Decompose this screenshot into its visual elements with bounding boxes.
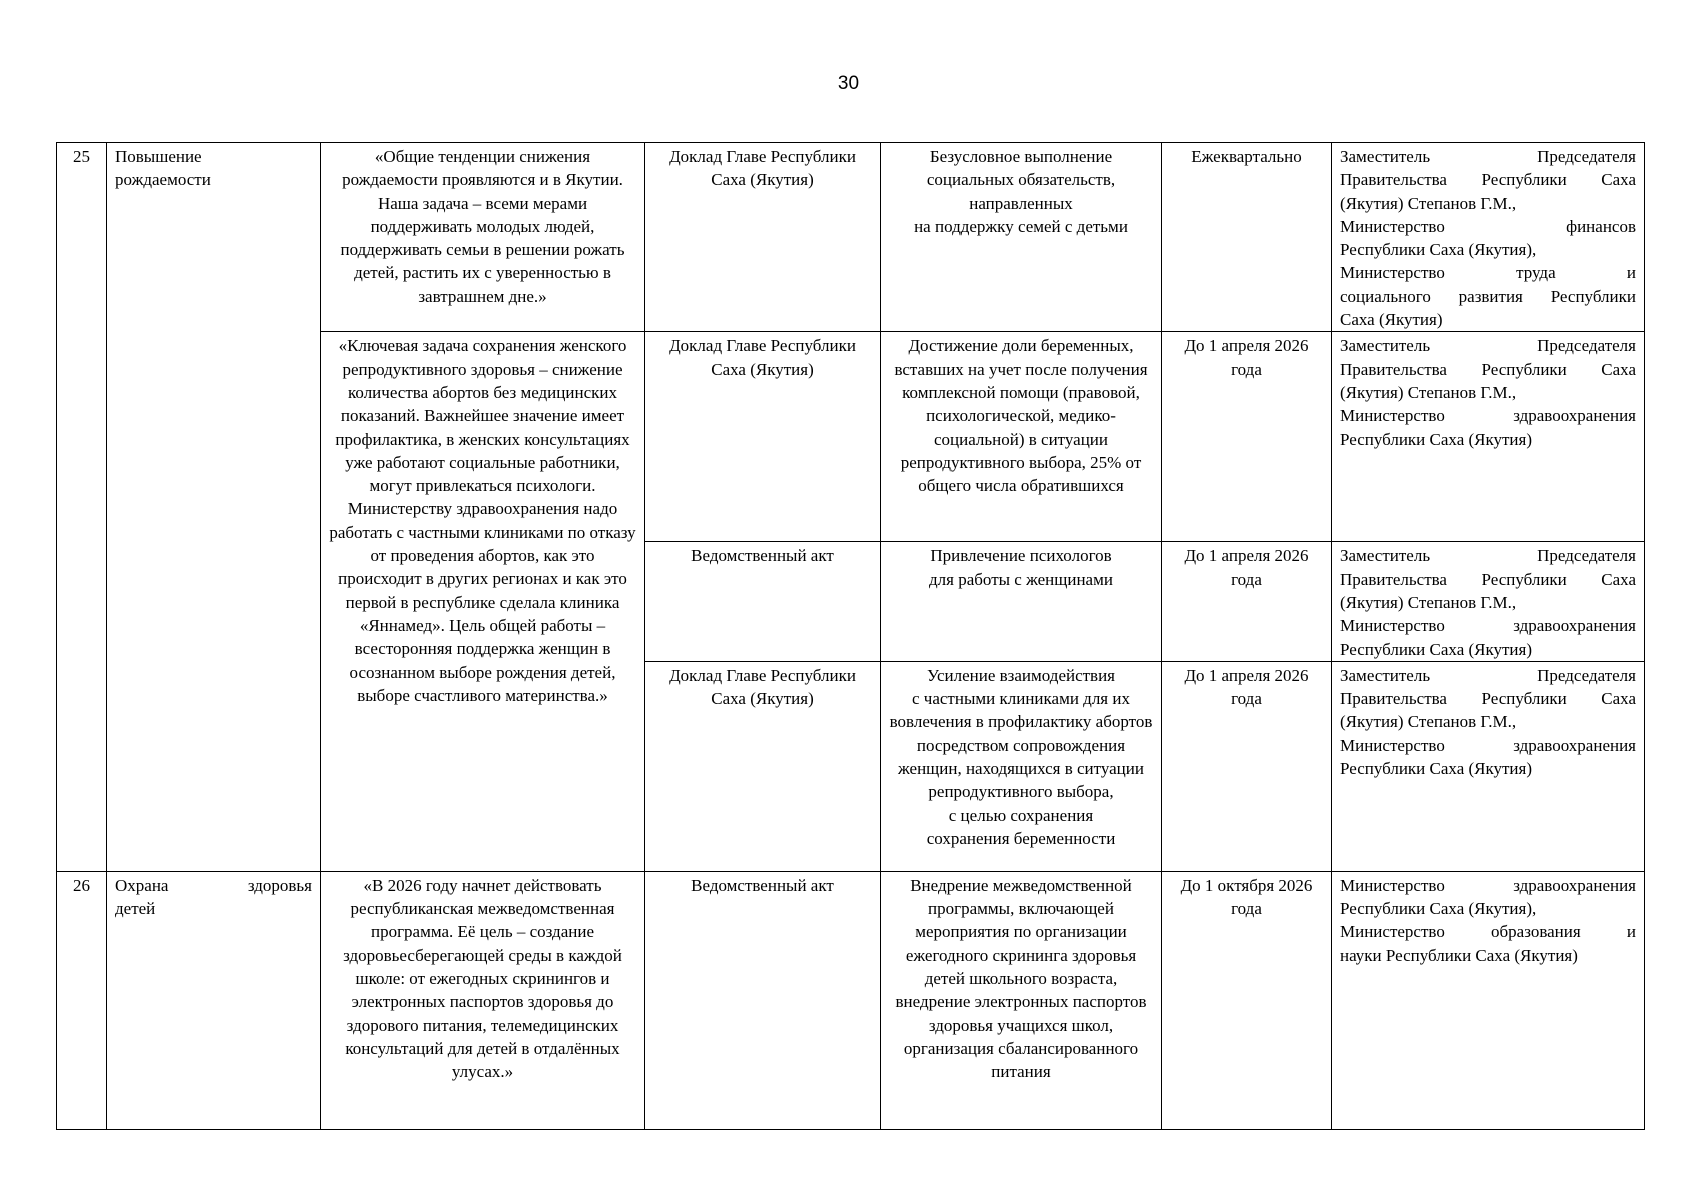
direction-line: рождаемости xyxy=(115,170,211,190)
result-cell xyxy=(881,661,1162,871)
responsible-cell xyxy=(1332,143,1645,332)
result-cell: Внедрение межведомственной программы, включающей мероприятия по организации ежегодного скрининга здоровья детей школьного возраста, внедрение электронных паспортов здоровья учащихся школ, организация сбалансированного питания xyxy=(881,871,1162,1129)
quote-cell: «Ключевая задача сохранения женского репродуктивного здоровья – снижение количества абортов без медицинских показаний. Важнейшее значение имеет профилактика, в женских консультациях уже работают социальные работники, могут привлекаться психологи. Министерству здравоохранения надо работать с частными клиниками по отказу от проведения абортов, как это происходит в других регионах и как это первой в республике сделала клиника «Яннамед». Цель общей работы – всесторонняя поддержка женщин в осознанном выборе рождения детей, выборе счастливого материнства.» xyxy=(321,332,645,871)
direction-line: Охрана здоровья xyxy=(115,875,312,895)
result-line: с целью сохранения xyxy=(948,805,1094,825)
form-cell: Ведомственный акт xyxy=(645,871,881,1129)
responsible-line: Саха (Якутия) xyxy=(1340,310,1443,330)
responsible-cell xyxy=(1332,542,1645,661)
result-line: Безусловное выполнение социальных обязательств, xyxy=(926,147,1116,190)
responsible-line: социального развития Республики xyxy=(1340,286,1636,306)
row-number: 25 xyxy=(57,143,107,872)
responsible-line: Заместитель Председателя xyxy=(1340,147,1636,166)
quote-cell: «Общие тенденции снижения рождаемости проявляются и в Якутии. Наша задача – всеми мерами поддерживать молодых людей, поддерживать семьи в решении рожать детей, растить их с уверенностью в завтрашнем дне.» xyxy=(321,143,645,332)
responsible-line: Министерство финансов xyxy=(1340,216,1636,236)
responsible-cell xyxy=(1332,661,1645,871)
form-cell: Доклад Главе Республики Саха (Якутия) xyxy=(645,332,881,542)
quote-cell: «В 2026 году начнет действовать республиканская межведомственная программа. Её цель – создание здоровьесберегающей среды в каждой школе: от ежегодных скринингов и электронных паспортов здоровья до здорового питания, телемедицинских консультаций для детей в отдалённых улусах.» xyxy=(321,871,645,1129)
result-line: Привлечение психологов xyxy=(930,546,1112,566)
result-line: на поддержку семей с детьми xyxy=(914,216,1128,236)
responsible-line: Министерство образования и xyxy=(1340,922,1636,942)
responsible-line: Заместитель Председателя xyxy=(1340,336,1636,356)
responsible-line: Республики Саха (Якутия) xyxy=(1340,429,1533,449)
term-cell: Ежеквартально xyxy=(1162,143,1332,332)
responsible-line: (Якутия) Степанов Г.М., xyxy=(1340,712,1517,732)
direction-line: детей xyxy=(115,899,156,919)
responsible-line: Заместитель Председателя xyxy=(1340,546,1636,566)
result-line: направленных xyxy=(969,193,1073,213)
form-cell: Доклад Главе Республики Саха (Якутия) xyxy=(645,661,881,871)
responsible-line: Министерство здравоохранения xyxy=(1340,406,1636,426)
responsible-cell xyxy=(1332,871,1645,1129)
action-plan-table xyxy=(56,142,1645,1130)
direction-line: Повышение xyxy=(115,147,202,166)
responsible-line: науки Республики Саха (Якутия) xyxy=(1340,945,1578,965)
responsible-line: (Якутия) Степанов Г.М., xyxy=(1340,193,1517,213)
responsible-line: Правительства Республики Саха xyxy=(1340,170,1636,190)
page-number: 30 xyxy=(837,73,860,94)
term-cell: До 1 октября 2026 года xyxy=(1162,871,1332,1129)
term-cell: До 1 апреля 2026 года xyxy=(1162,332,1332,542)
responsible-line: Республики Саха (Якутия), xyxy=(1340,240,1537,260)
responsible-line: (Якутия) Степанов Г.М., xyxy=(1340,592,1517,612)
responsible-line: Республики Саха (Якутия) xyxy=(1340,639,1533,659)
term-cell: До 1 апреля 2026 года xyxy=(1162,542,1332,661)
table-row xyxy=(57,143,1645,332)
responsible-line: Министерство здравоохранения xyxy=(1340,616,1636,636)
result-line: сохранения беременности xyxy=(926,828,1116,848)
form-cell: Ведомственный акт xyxy=(645,542,881,661)
term-cell: До 1 апреля 2026 года xyxy=(1162,661,1332,871)
result-cell xyxy=(881,542,1162,661)
row-number: 26 xyxy=(57,871,107,1129)
responsible-line: Министерство здравоохранения xyxy=(1340,735,1636,755)
direction-cell xyxy=(107,871,321,1129)
responsible-line: (Якутия) Степанов Г.М., xyxy=(1340,382,1517,402)
responsible-cell xyxy=(1332,332,1645,542)
responsible-line: Республики Саха (Якутия) xyxy=(1340,759,1533,779)
table-row xyxy=(57,871,1645,1129)
responsible-line: Правительства Республики Саха xyxy=(1340,689,1636,709)
result-line: для работы с женщинами xyxy=(929,569,1113,589)
direction-cell xyxy=(107,143,321,872)
responsible-line: Министерство здравоохранения xyxy=(1340,875,1636,895)
responsible-line: Заместитель Председателя xyxy=(1340,665,1636,685)
responsible-line: Министерство труда и xyxy=(1340,263,1636,283)
responsible-line: Правительства Республики Саха xyxy=(1340,569,1636,589)
result-line: с частными клиниками для их вовлечения в профилактику абортов посредством сопровождения женщин, находящихся в ситуации репродуктивного выбора, xyxy=(889,689,1153,802)
result-cell: Достижение доли беременных, вставших на учет после получения комплексной помощи (правовой, психологической, медико-социальной) в ситуации репродуктивного выбора, 25% от общего числа обратившихся xyxy=(881,332,1162,542)
responsible-line: Республики Саха (Якутия), xyxy=(1340,899,1537,919)
result-cell xyxy=(881,143,1162,332)
responsible-line: Правительства Республики Саха xyxy=(1340,359,1636,379)
form-cell: Доклад Главе Республики Саха (Якутия) xyxy=(645,143,881,332)
result-line: Усиление взаимодействия xyxy=(926,665,1116,685)
